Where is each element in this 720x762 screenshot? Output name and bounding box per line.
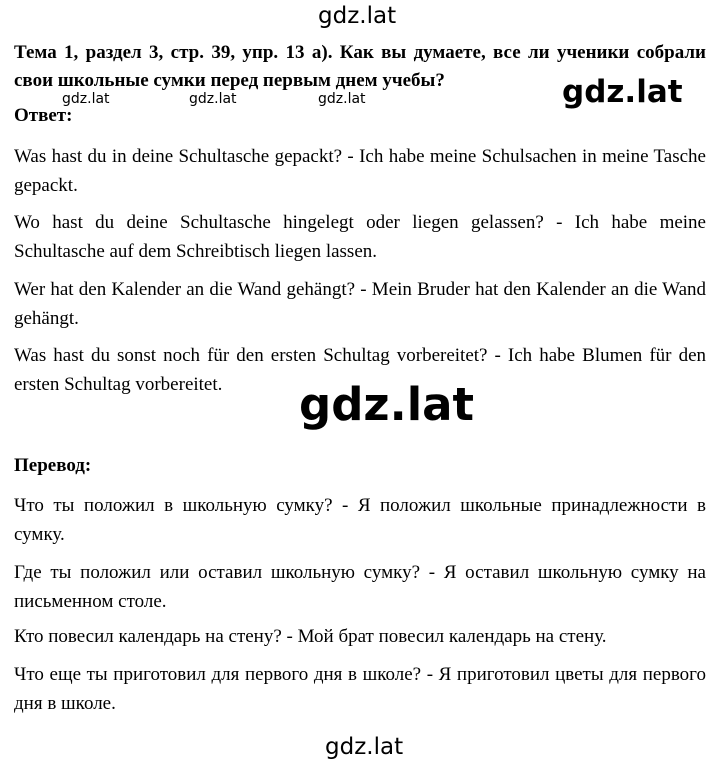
answer-paragraph-3: Wer hat den Kalender an die Wand gehängt? - Mein Bruder hat den Kalender an die Wand gehängt. <box>14 279 706 329</box>
translation-paragraph-3: Кто повесил календарь на стену? - Мой брат повесил календарь на стену. <box>14 626 607 647</box>
translation-paragraph-1: Что ты положил в школьную сумку? - Я положил школьные принадлежности в сумку. <box>14 495 706 545</box>
watermark-small-1: gdz.lat <box>62 91 110 107</box>
translation-paragraph-4: Что еще ты приготовил для первого дня в школе? - Я приготовил цветы для первого дня в школе. <box>14 664 706 714</box>
answer-paragraph-4: Was hast du sonst noch für den ersten Schultag vorbereitet? - Ich habe Blumen für den ersten Schultag vorbereitet. <box>14 345 706 395</box>
watermark-small-3: gdz.lat <box>318 91 366 107</box>
answer-paragraph-1: Was hast du in deine Schultasche gepackt? - Ich habe meine Schulsachen in meine Tasche gepackt. <box>14 146 706 196</box>
answer-label: Ответ: <box>14 105 73 126</box>
watermark-top: gdz.lat <box>318 3 397 29</box>
translation-label: Перевод: <box>14 455 92 476</box>
translation-paragraph-2: Где ты положил или оставил школьную сумку? - Я оставил школьную сумку на письменном столе. <box>14 562 706 612</box>
answer-paragraph-2: Wo hast du deine Schultasche hingelegt oder liegen gelassen? - Ich habe meine Schultasche auf dem Schreibtisch liegen lassen. <box>14 212 706 262</box>
watermark-bottom: gdz.lat <box>325 734 404 760</box>
task-title: Тема 1, раздел 3, стр. 39, упр. 13 а). Как вы думаете, все ли ученики собрали свои школьные сумки перед первым днем учебы? <box>14 42 706 91</box>
watermark-small-2: gdz.lat <box>189 91 237 107</box>
watermark-center: gdz.lat <box>299 378 475 431</box>
watermark-right: gdz.lat <box>562 74 683 110</box>
